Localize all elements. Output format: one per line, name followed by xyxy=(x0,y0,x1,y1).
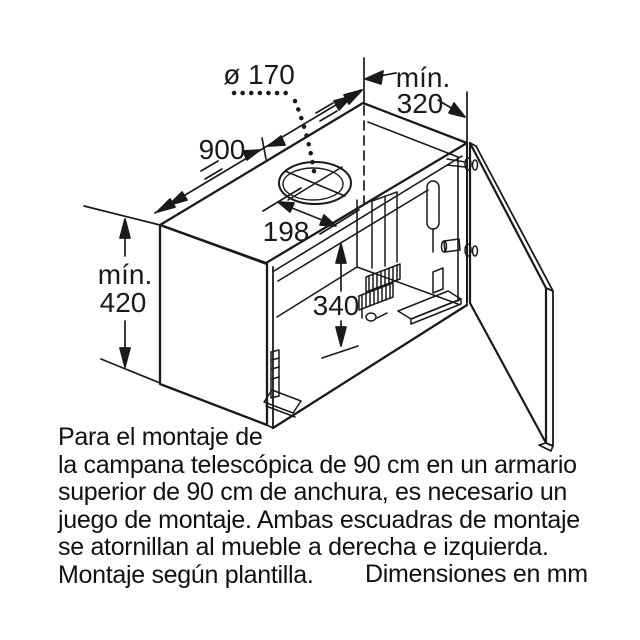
height-value: 420 xyxy=(99,287,147,318)
cabinet-door-open xyxy=(470,143,553,451)
door-panel xyxy=(470,143,546,443)
hole-diameter-label: ø 170 xyxy=(223,59,295,90)
note-line: Para el montaje de xyxy=(58,423,263,451)
note-line: se atornillan al mueble a derecha e izquierda. xyxy=(58,533,549,561)
depth-min-label: mín. xyxy=(395,62,451,93)
hole-to-front-value: 198 xyxy=(262,216,310,247)
note-line: juego de montaje. Ambas escuadras de montaje xyxy=(58,505,580,534)
note-line: superior de 90 cm de anchura, es necesario un xyxy=(58,478,568,506)
note-line: Montaje según plantilla. xyxy=(58,560,314,589)
width-value: 900 xyxy=(198,134,246,165)
height-min-label: mín. xyxy=(97,259,153,290)
note-line: la campana telescópica de 90 cm en un armario xyxy=(58,450,577,479)
dim-height xyxy=(84,206,160,383)
dim-inner-height xyxy=(313,244,360,358)
units-label: Dimensiones en mm xyxy=(365,560,588,588)
mounting-bracket-left xyxy=(264,350,301,417)
inner-height-value: 340 xyxy=(312,290,360,321)
depth-value: 320 xyxy=(396,88,444,119)
